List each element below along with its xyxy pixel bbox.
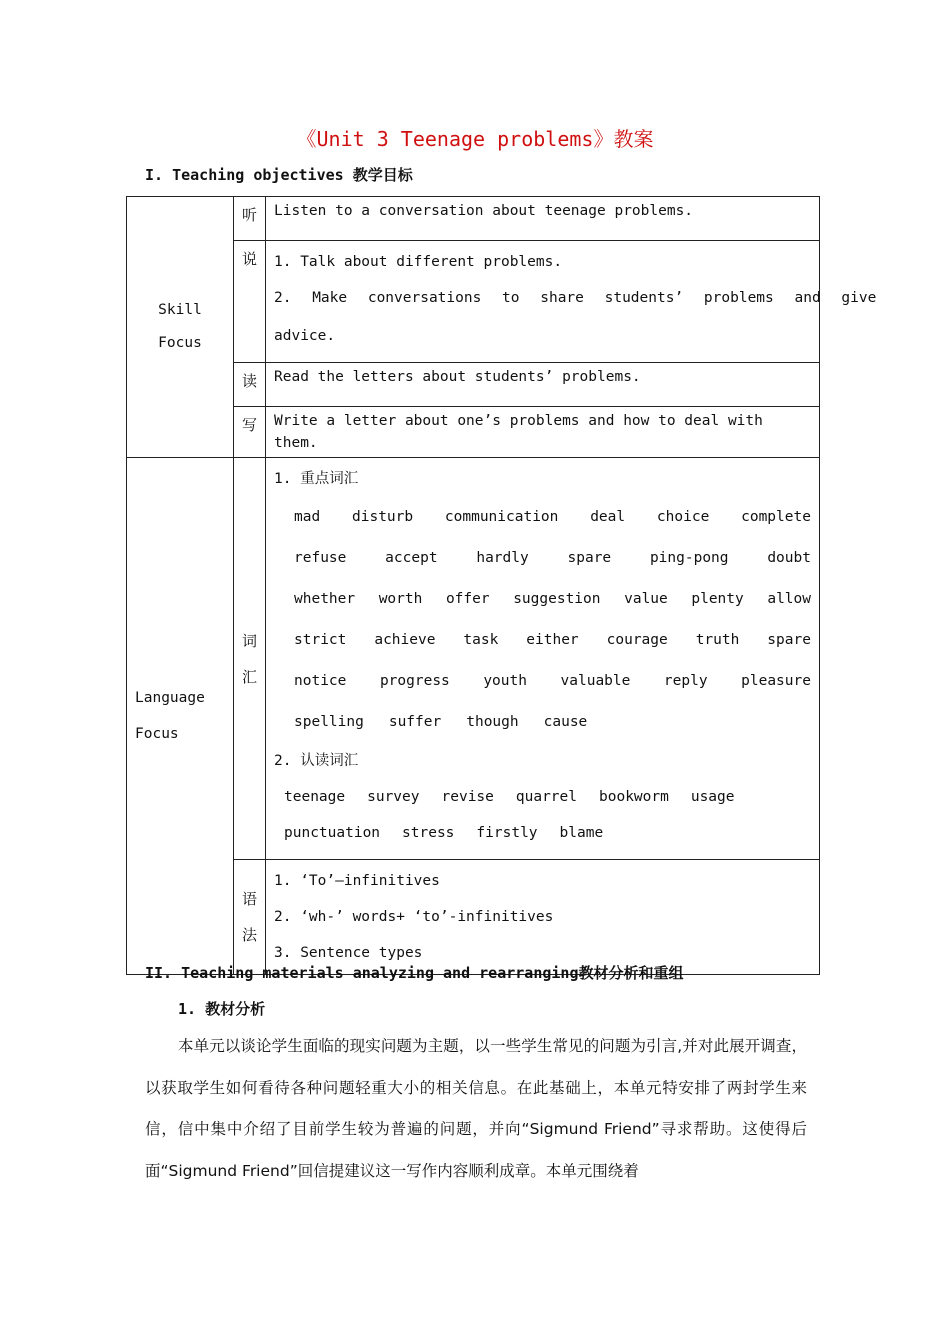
word-item: courage (606, 632, 668, 648)
read-text: Read the letters about students’ problems. (266, 363, 820, 407)
word-item: though (466, 714, 519, 730)
key-words-list (274, 497, 811, 743)
skill-focus-label-2: Focus (158, 335, 202, 351)
word-item: plenty (691, 591, 744, 607)
vocab-char-cell (234, 458, 266, 860)
word-item: suggestion (513, 591, 601, 607)
vocab-char-1: 词 (241, 631, 257, 650)
grammar-item-2: 2. ‘wh-’ words+ ‘to’-infinitives (274, 909, 554, 925)
grammar-char-2: 法 (241, 926, 257, 944)
word-item: quarrel (515, 789, 577, 805)
speak-char: 说 (234, 241, 266, 363)
word-item: task (463, 632, 499, 648)
word-item: survey (367, 789, 420, 805)
word-row (274, 661, 811, 702)
word-item: reply (663, 673, 708, 689)
word-item: usage (690, 789, 735, 805)
word-item: pleasure (741, 673, 811, 689)
word-item: spare (567, 550, 612, 566)
grammar-char-1: 语 (241, 890, 257, 908)
table-row (127, 197, 820, 241)
word-item: notice (294, 673, 347, 689)
word-item: revise (441, 789, 494, 805)
word-item: value (624, 591, 668, 607)
document-title: 《Unit 3 Teenage problems》教案 (296, 127, 654, 151)
read-words-list (274, 779, 811, 851)
skill-focus-cell (127, 197, 234, 458)
word-row (274, 815, 811, 851)
word-item: progress (379, 673, 450, 689)
listen-char: 听 (234, 197, 266, 241)
word-item: stress (402, 825, 455, 841)
key-words-heading: 1. 重点词汇 (274, 471, 359, 487)
speak-item-2b: advice. (274, 328, 336, 344)
word-item: achieve (374, 632, 436, 648)
word-item: strict (294, 632, 347, 648)
word-item: refuse (294, 550, 347, 566)
word-item: blame (559, 825, 604, 841)
word-item: truth (695, 632, 740, 648)
section2-heading: II. Teaching materials analyzing and rearranging教材分析和重组 (145, 964, 684, 982)
section1-heading: I. Teaching objectives 教学目标 (145, 166, 413, 184)
vocab-char-2: 汇 (241, 667, 257, 686)
language-focus-cell (127, 458, 234, 975)
speak-cell (266, 241, 877, 363)
word-row (274, 702, 811, 743)
word-item: choice (656, 509, 710, 525)
vocab-cell (266, 458, 820, 860)
word-item: deal (590, 509, 626, 525)
grammar-item-1: 1. ‘To’–infinitives (274, 873, 440, 889)
word-item: offer (445, 591, 490, 607)
word-row (274, 497, 811, 538)
write-char: 写 (234, 407, 266, 458)
word-row (274, 779, 811, 815)
word-item: communication (444, 509, 559, 525)
language-focus-label: Language (135, 690, 205, 706)
word-item: allow (767, 591, 811, 607)
word-item: suffer (388, 714, 442, 730)
word-item: disturb (352, 509, 414, 525)
word-item: cause (543, 714, 588, 730)
grammar-cell (266, 860, 820, 975)
grammar-char-cell (234, 860, 266, 975)
write-text: Write a letter about one’s problems and how to deal with them. (266, 407, 820, 458)
grammar-item-3: 3. Sentence types (274, 945, 423, 961)
word-item: accept (385, 550, 438, 566)
word-row (274, 579, 811, 620)
language-focus-label-2: Focus (135, 726, 179, 742)
word-row (274, 538, 811, 579)
word-item: spelling (294, 714, 364, 730)
word-item: valuable (560, 673, 631, 689)
table-row (127, 458, 820, 860)
word-item: youth (483, 673, 527, 689)
analysis-paragraph: 本单元以谈论学生面临的现实问题为主题，以一些学生常见的问题为引言,并对此展开调查，以获取学生如何看待各种问题轻重大小的相关信息。在此基础上，本单元特安排了两封学生来信，信中集中介绍了目前学生较为普遍的问题，并向“Sigmund Friend”寻求帮助。这使得后面“Sigmund Friend”回信提建议这一写作内容顺利成章。本单元围绕着 (145, 1037, 807, 1180)
listen-text: Listen to a conversation about teenage problems. (266, 197, 820, 241)
word-item: teenage (284, 789, 346, 805)
objectives-table (126, 196, 877, 975)
read-words-heading: 2. 认读词汇 (274, 753, 359, 769)
word-item: complete (741, 509, 811, 525)
word-item: firstly (476, 825, 538, 841)
word-item: bookworm (599, 789, 669, 805)
word-item: hardly (476, 550, 529, 566)
word-item: punctuation (284, 825, 381, 841)
skill-focus-label: Skill (158, 302, 202, 318)
word-item: worth (378, 591, 423, 607)
word-item: spare (767, 632, 811, 648)
word-item: whether (294, 591, 356, 607)
subsection1-heading: 1. 教材分析 (178, 1000, 266, 1018)
speak-item-2: 2. Make conversations to share students’ problems and give (274, 290, 877, 306)
word-item: either (526, 632, 579, 648)
word-item: doubt (767, 550, 811, 566)
word-row (274, 620, 811, 661)
speak-item-1: 1. Talk about different problems. (274, 254, 563, 270)
word-item: ping-pong (649, 550, 729, 566)
read-char: 读 (234, 363, 266, 407)
word-item: mad (294, 509, 321, 525)
